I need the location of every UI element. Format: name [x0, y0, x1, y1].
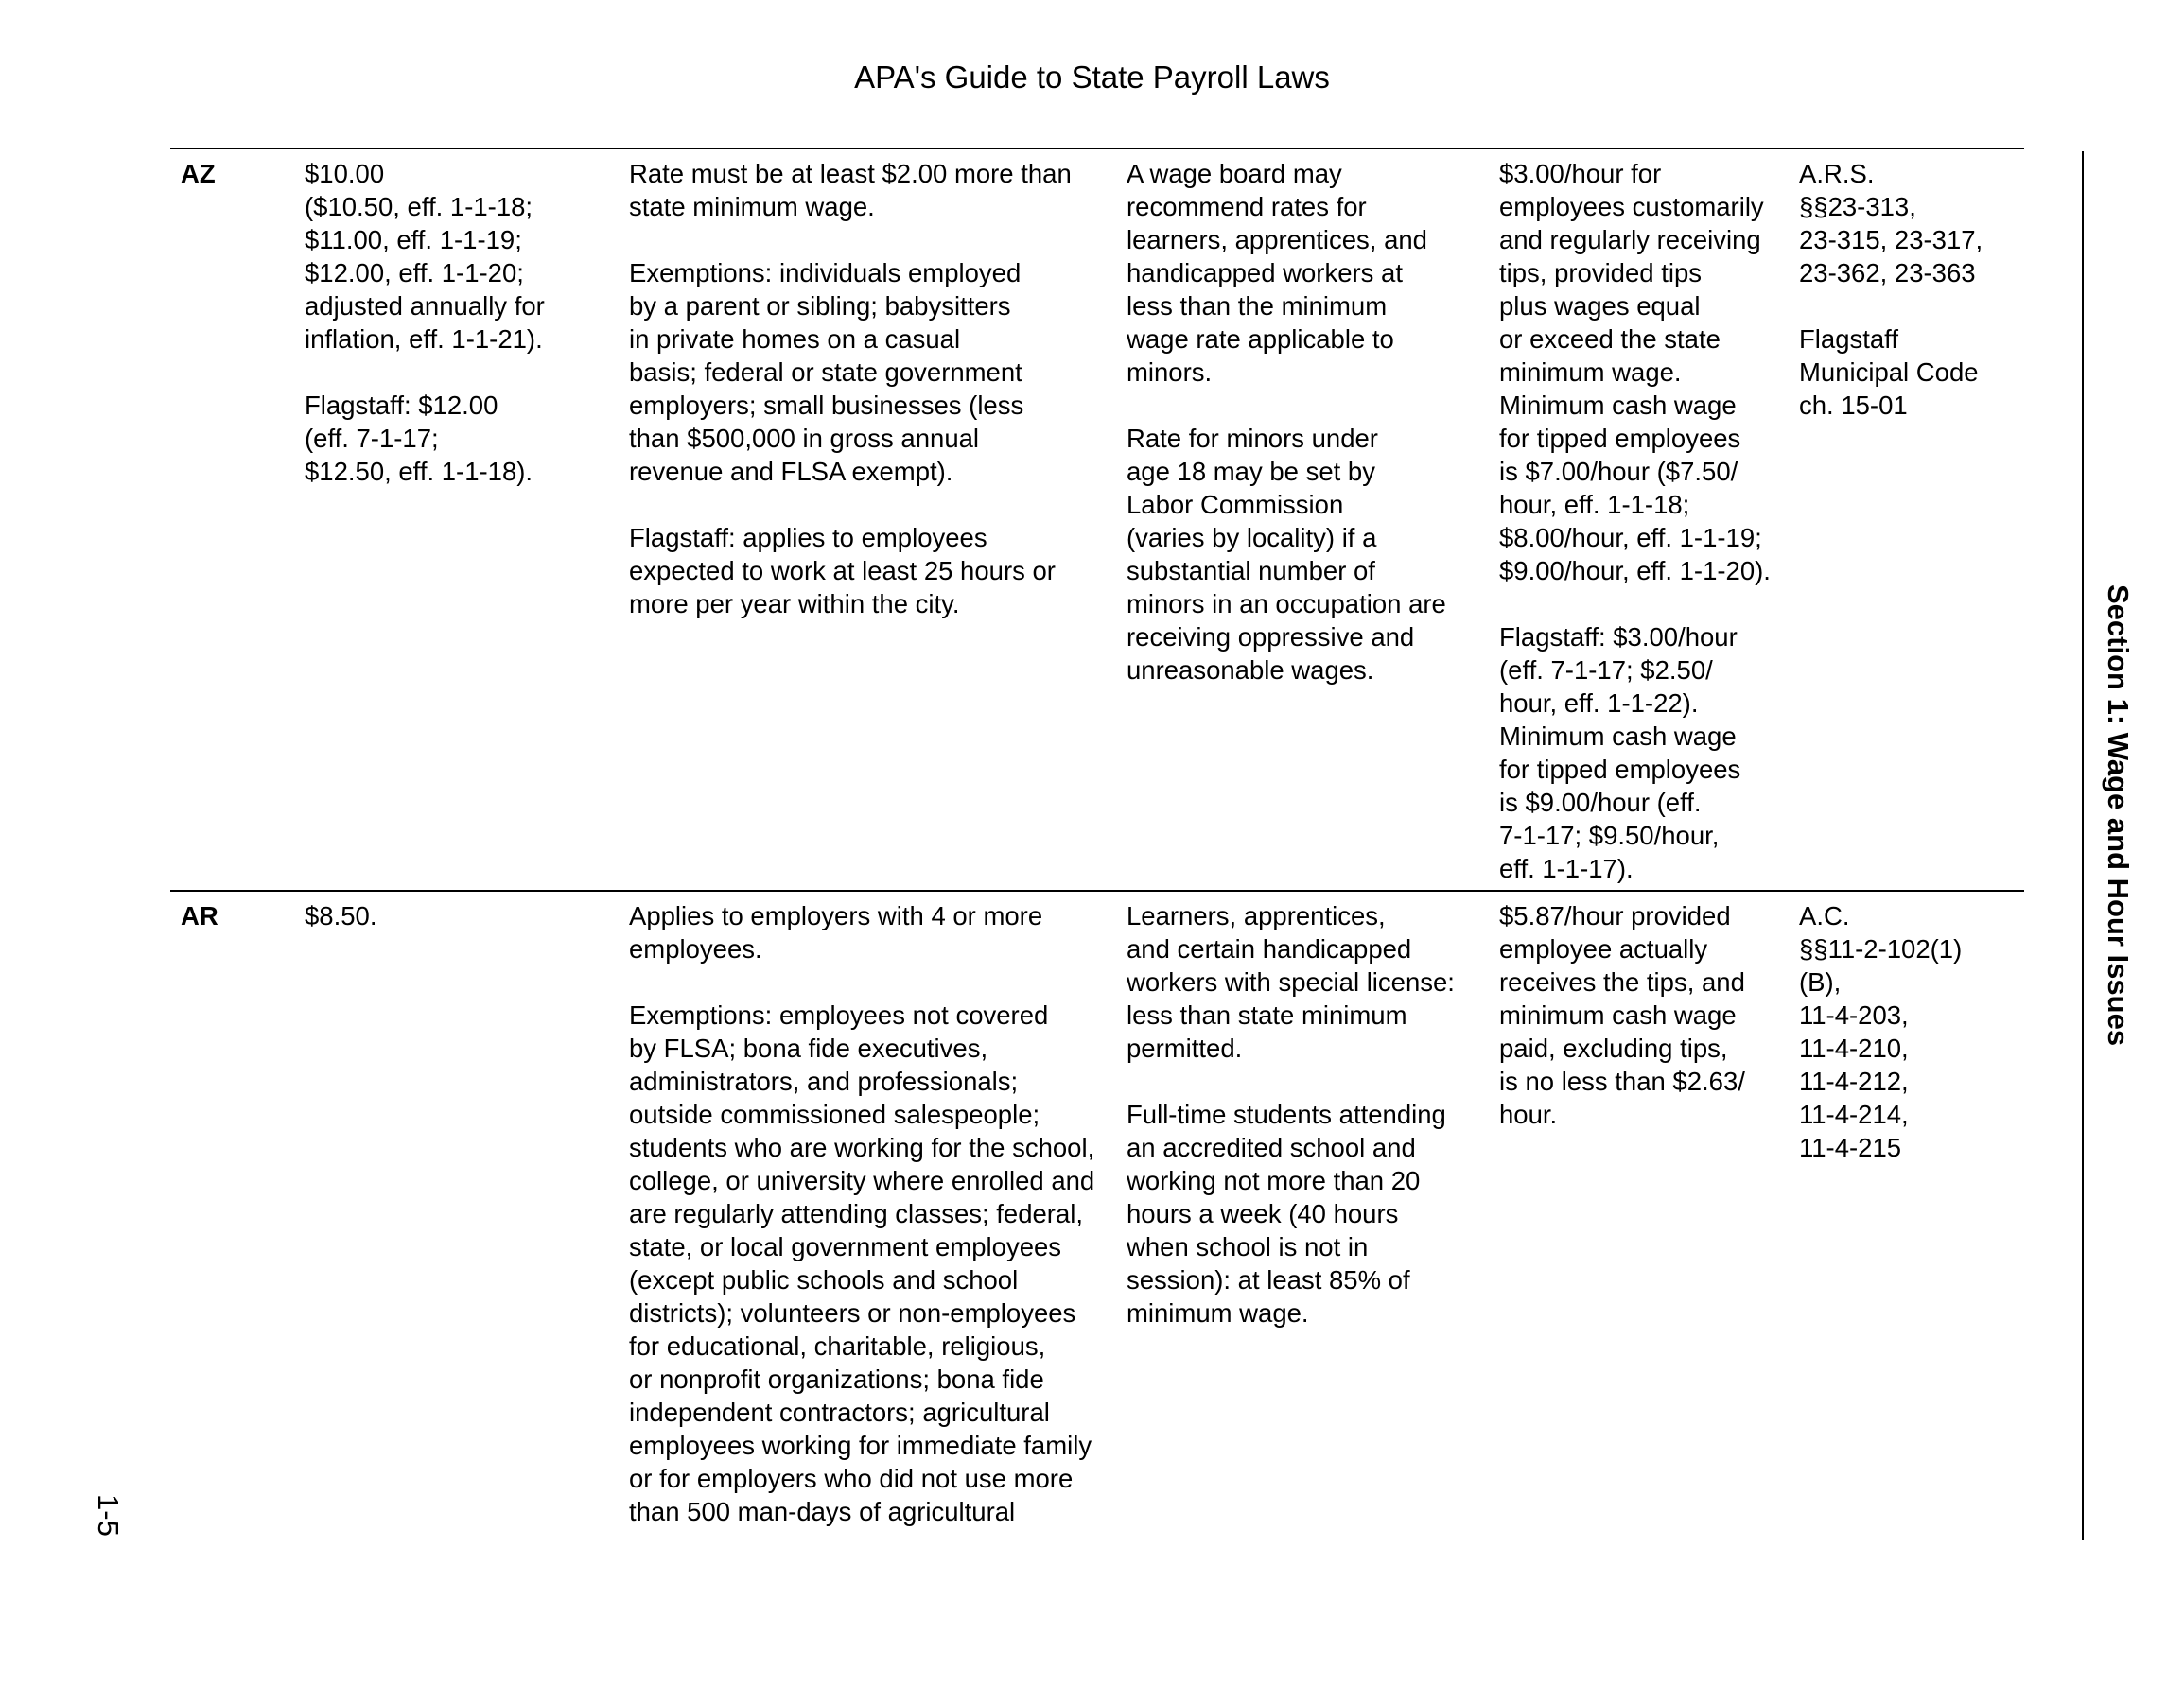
minimum-wage-cell: $8.50. — [305, 901, 377, 930]
row-divider-rule — [170, 890, 2024, 892]
minimum-wage-cell: $10.00 ($10.50, eff. 1-1-18; $11.00, eff. 1-1-19; $12.00, eff. 1-1-20; adjusted annually for inflation, eff. 1-1-21). Flagstaff: $12.00 (eff. 7-1-17; $12.50, eff. 1-1-18). — [305, 159, 545, 486]
coverage-cell: Applies to employers with 4 or more employees. Exemptions: employees not covered by FLSA; bona fide executives, administrators, and professionals; outside commissioned salespeople; students who are working for the school, college, or university where enrolled and are regularly attending classes; federal, state, or local government employees (except public schools and school districts); volunteers or non-employees for educational, charitable, religious, or nonprofit organizations; bona fide independent contractors; agricultural employees working for immediate family or for employers who did not use more than 500 man-days of agricultural — [629, 901, 1095, 1526]
tip-credit-cell: $3.00/hour for employees customarily and regularly receiving tips, provided tips plus wages equal or exceed the state minimum wage. Minimum cash wage for tipped employees is $7.00/hour ($7.50/ hour, eff. 1-1-18; $8.00/hour, eff. 1-1-19; $9.00/hour, eff. 1-1-20). Flagstaff: $3.00/hour (eff. 7-1-17; $2.50/ hour, eff. 1-1-22). Minimum cash wage for tipped employees is $9.00/hour (eff. 7-1-17; $9.50/hour, eff. 1-1-17). — [1499, 159, 1771, 883]
subminimum-cell: A wage board may recommend rates for learners, apprentices, and handicapped workers at less than the minimum wage rate applicable to minors. Rate for minors under age 18 may be set by Labor Commission (varies by locality) if a substantial number of minors in an occupation are receiving oppressive and unreasonable wages. — [1127, 159, 1446, 685]
page-title: APA's Guide to State Payroll Laws — [854, 60, 1330, 95]
tip-credit-cell: $5.87/hour provided employee actually receives the tips, and minimum cash wage paid, excluding tips, is no less than $2.63/ hour. — [1499, 901, 1745, 1129]
section-margin-rule — [2082, 151, 2084, 1540]
state-code: AZ — [181, 159, 216, 188]
subminimum-cell: Learners, apprentices, and certain handicapped workers with special license: less than state minimum permitted. Full-time students attending an accredited school and working not more than 20 hours a week (40 hours when school is not in session): at least 85% of minimum wage. — [1127, 901, 1455, 1328]
state-code: AR — [181, 901, 218, 930]
table-top-rule — [170, 148, 2024, 149]
coverage-cell: Rate must be at least $2.00 more than state minimum wage. Exemptions: individuals employed by a parent or sibling; babysitters in private homes on a casual basis; federal or state government employers; small businesses (less than $500,000 in gross annual revenue and FLSA exempt). Flagstaff: applies to employees expected to work at least 25 hours or more per year within the city. — [629, 159, 1072, 618]
law-citation-cell: A.R.S. §§23-313, 23-315, 23-317, 23-362, 23-363 Flagstaff Municipal Code ch. 15-01 — [1799, 159, 1983, 420]
section-tab-label: Section 1: Wage and Hour Issues — [2102, 584, 2135, 1047]
law-citation-cell: A.C. §§11-2-102(1) (B), 11-4-203, 11-4-210, 11-4-212, 11-4-214, 11-4-215 — [1799, 901, 1963, 1162]
page-number: 1-5 — [92, 1494, 125, 1537]
